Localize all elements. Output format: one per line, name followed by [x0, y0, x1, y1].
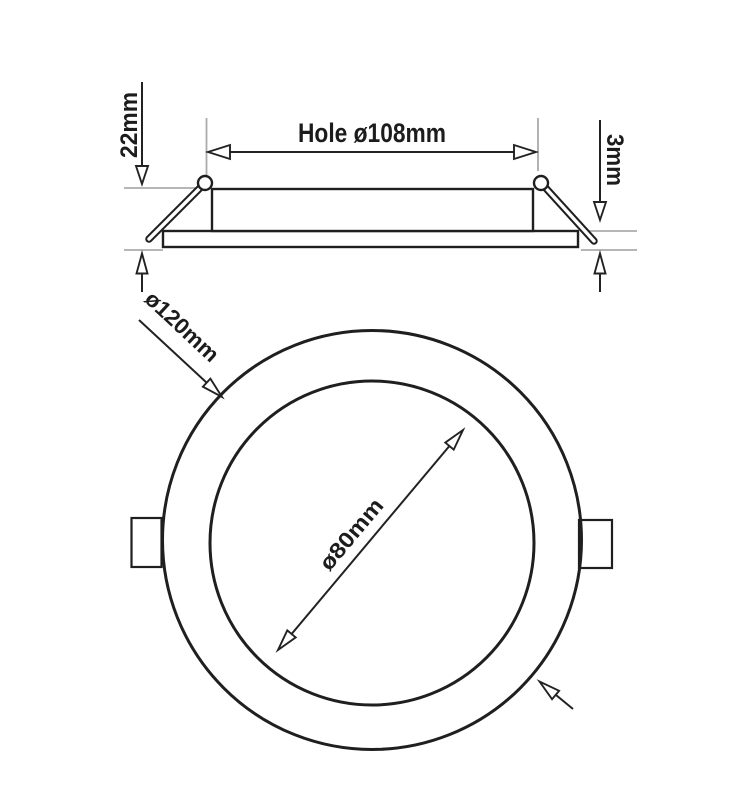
pivot-circle-left — [198, 176, 212, 190]
flange-dimension-label: 3mm — [601, 134, 628, 191]
mounting-tab-left — [132, 518, 162, 567]
flange-dimension-arrowhead — [594, 202, 606, 220]
depth-dimension-label: 22mm — [116, 88, 143, 158]
inner-diameter-label: ø80mm — [314, 500, 383, 576]
lamp-flange — [163, 231, 578, 247]
bottom-reference-arrow-right-head — [595, 254, 606, 274]
cross-section-view — [116, 82, 637, 292]
trim-pointer-arrow-head — [536, 677, 559, 699]
outer-diameter-label: ø120mm — [139, 286, 223, 366]
front-view — [132, 286, 613, 749]
inner-diameter-arrowhead-lower — [274, 630, 296, 653]
lamp-body — [212, 189, 533, 231]
pivot-circle-right — [534, 176, 548, 190]
outer-trim-circle — [163, 331, 582, 750]
inner-diameter-arrowhead-upper — [445, 426, 467, 449]
hole-dimension-label: Hole ø108mm — [298, 118, 446, 148]
hole-dimension-arrowhead-left — [208, 145, 230, 159]
trim-pointer-arrow-line — [556, 695, 573, 709]
depth-dimension-arrowhead — [136, 166, 148, 184]
inner-lens-circle — [210, 381, 534, 705]
hole-dimension-arrowhead-right — [514, 145, 536, 159]
outer-diameter-arrowhead — [203, 379, 226, 401]
inner-diameter-line — [279, 431, 462, 649]
bottom-reference-arrow-left-head — [137, 254, 148, 274]
mounting-tab-right — [579, 520, 612, 568]
